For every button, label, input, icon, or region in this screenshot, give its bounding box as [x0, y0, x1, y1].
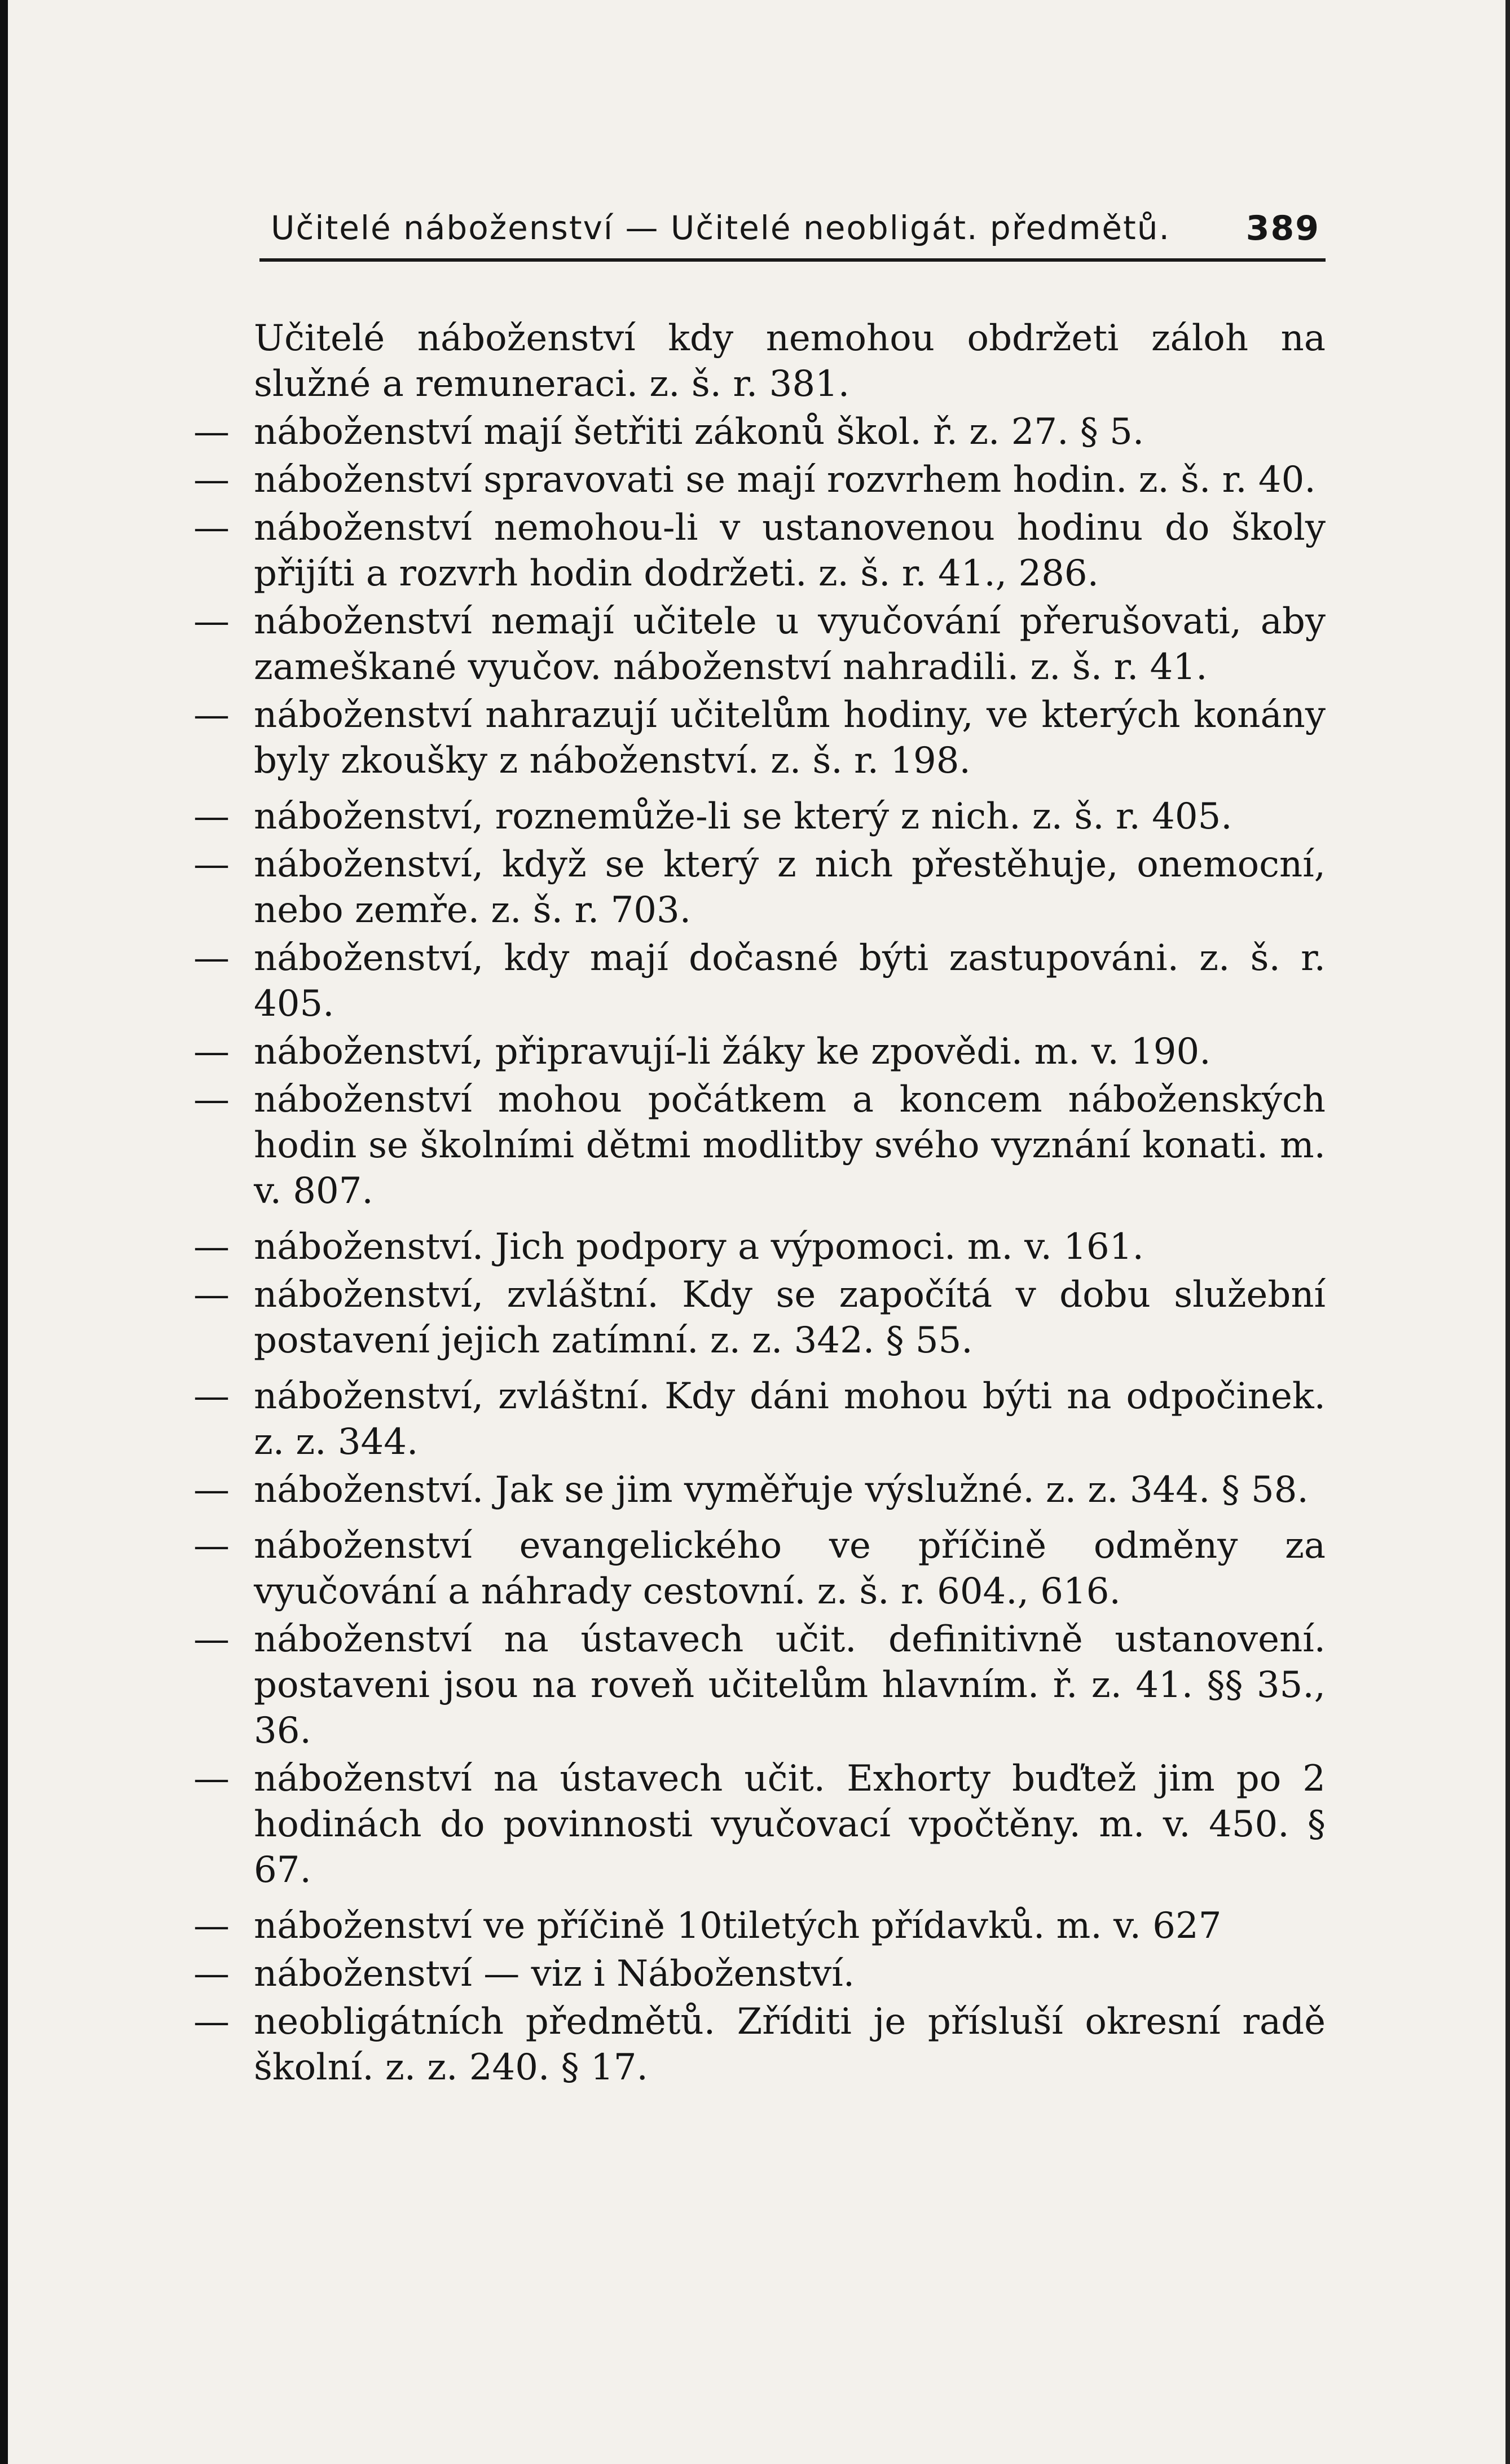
entry-text: náboženství. Jak se jim vyměřuje výslužné. z. z. 344. § 58.	[254, 1469, 1309, 1511]
index-entry	[169, 842, 1326, 933]
index-entry	[169, 1272, 1326, 1364]
index-entry	[169, 1029, 1326, 1075]
entry-dash: —	[193, 1905, 230, 1947]
scan-edge-right	[1505, 0, 1510, 2464]
entry-text: náboženství, kdy mají dočasné býti zastupováni. z. š. r. 405.	[254, 937, 1326, 1025]
entry-text: náboženství — viz i Náboženství.	[254, 1953, 855, 1995]
entry-dash: —	[193, 796, 230, 838]
index-entry	[169, 599, 1326, 690]
entry-text: náboženství mají šetřiti zákonů škol. ř. z. 27. § 5.	[254, 411, 1144, 453]
entry-text: náboženství na ústavech učit. Exhorty buďtež jim po 2 hodinách do povinnosti vyučovací vpočtěny. m. v. 450. § 67.	[254, 1758, 1326, 1891]
header-rule	[259, 258, 1326, 262]
entry-dash: —	[193, 1274, 230, 1316]
entry-text: náboženství, připravují-li žáky ke zpovědi. m. v. 190.	[254, 1031, 1211, 1073]
index-entry	[169, 794, 1326, 840]
index-entry	[169, 1374, 1326, 1465]
entry-text: neobligátních předmětů. Zříditi je přísluší okresní radě školní. z. z. 240. § 17.	[254, 2001, 1326, 2088]
entry-text: náboženství, zvláštní. Kdy se započítá v dobu služební postavení jejich zatímní. z. z. 342. § 55.	[254, 1274, 1326, 1361]
entry-text: náboženství na ústavech učit. definitivně ustanovení. postaveni jsou na roveň učitelům hlavním. ř. z. 41. §§ 35., 36.	[254, 1619, 1326, 1752]
entry-text: náboženství, když se který z nich přestěhuje, onemocní, nebo zemře. z. š. r. 703.	[254, 844, 1326, 931]
entry-dash: —	[193, 1953, 230, 1995]
index-entry	[169, 409, 1326, 455]
entry-text: náboženství nemohou-li v ustanovenou hodinu do školy přijíti a rozvrh hodin dodržeti. z. š. r. 41., 286.	[254, 507, 1326, 594]
entry-dash: —	[193, 459, 230, 501]
entry-text: náboženství nahrazují učitelům hodiny, ve kterých konány byly zkoušky z náboženství. z. š. r. 198.	[254, 694, 1326, 782]
entry-dash: —	[193, 1031, 230, 1073]
index-entry	[169, 457, 1326, 503]
entry-dash: —	[193, 1525, 230, 1567]
page-number: 389	[1245, 209, 1320, 248]
entry-dash: —	[193, 1758, 230, 1800]
scan-edge-left	[0, 0, 8, 2464]
entry-text: náboženství. Jich podpory a výpomoci. m. v. 161.	[254, 1226, 1144, 1268]
index-entries	[169, 316, 1326, 2091]
entry-dash: —	[193, 507, 230, 549]
index-entry	[169, 1903, 1326, 1949]
index-entry	[169, 505, 1326, 597]
entry-dash: —	[193, 844, 230, 885]
entry-text: náboženství ve příčině 10tiletých přídavků. m. v. 627	[254, 1905, 1222, 1947]
entry-dash: —	[193, 937, 230, 979]
entry-text: náboženství mohou počátkem a koncem náboženských hodin se školními dětmi modlitby svého vyznání konati. m. v. 807.	[254, 1079, 1326, 1212]
entry-dash: —	[193, 1226, 230, 1268]
entry-text: náboženství, roznemůže-li se který z nich. z. š. r. 405.	[254, 796, 1232, 838]
entry-dash: —	[193, 411, 230, 453]
entry-dash: —	[193, 2001, 230, 2043]
entry-text: Učitelé náboženství kdy nemohou obdržeti záloh na služné a remuneraci. z. š. r. 381.	[254, 318, 1326, 405]
entry-text: náboženství spravovati se mají rozvrhem hodin. z. š. r. 40.	[254, 459, 1316, 501]
entry-dash: —	[193, 1469, 230, 1511]
index-entry	[169, 1617, 1326, 1754]
index-entry	[169, 316, 1326, 407]
index-entry	[169, 693, 1326, 784]
entry-dash: —	[193, 1376, 230, 1417]
index-entry	[169, 1756, 1326, 1893]
running-head	[169, 186, 1326, 259]
entry-dash: —	[193, 694, 230, 736]
index-entry	[169, 1951, 1326, 1997]
entry-text: náboženství, zvláštní. Kdy dáni mohou býti na odpočinek. z. z. 344.	[254, 1376, 1326, 1463]
book-page	[169, 186, 1326, 2093]
entry-dash: —	[193, 1079, 230, 1121]
entry-text: náboženství nemají učitele u vyučování přerušovati, aby zameškané vyučov. náboženství nahradili. z. š. r. 41.	[254, 601, 1326, 688]
index-entry	[169, 1224, 1326, 1270]
entry-text: náboženství evangelického ve příčině odměny za vyučování a náhrady cestovní. z. š. r. 604., 616.	[254, 1525, 1326, 1612]
entry-dash: —	[193, 1619, 230, 1660]
index-entry	[169, 1467, 1326, 1513]
index-entry	[169, 936, 1326, 1027]
running-head-title: Učitelé náboženství — Učitelé neobligát. předmětů.	[271, 209, 1170, 247]
index-entry	[169, 1999, 1326, 2091]
entry-dash: —	[193, 601, 230, 642]
index-entry	[169, 1523, 1326, 1615]
index-entry	[169, 1077, 1326, 1214]
